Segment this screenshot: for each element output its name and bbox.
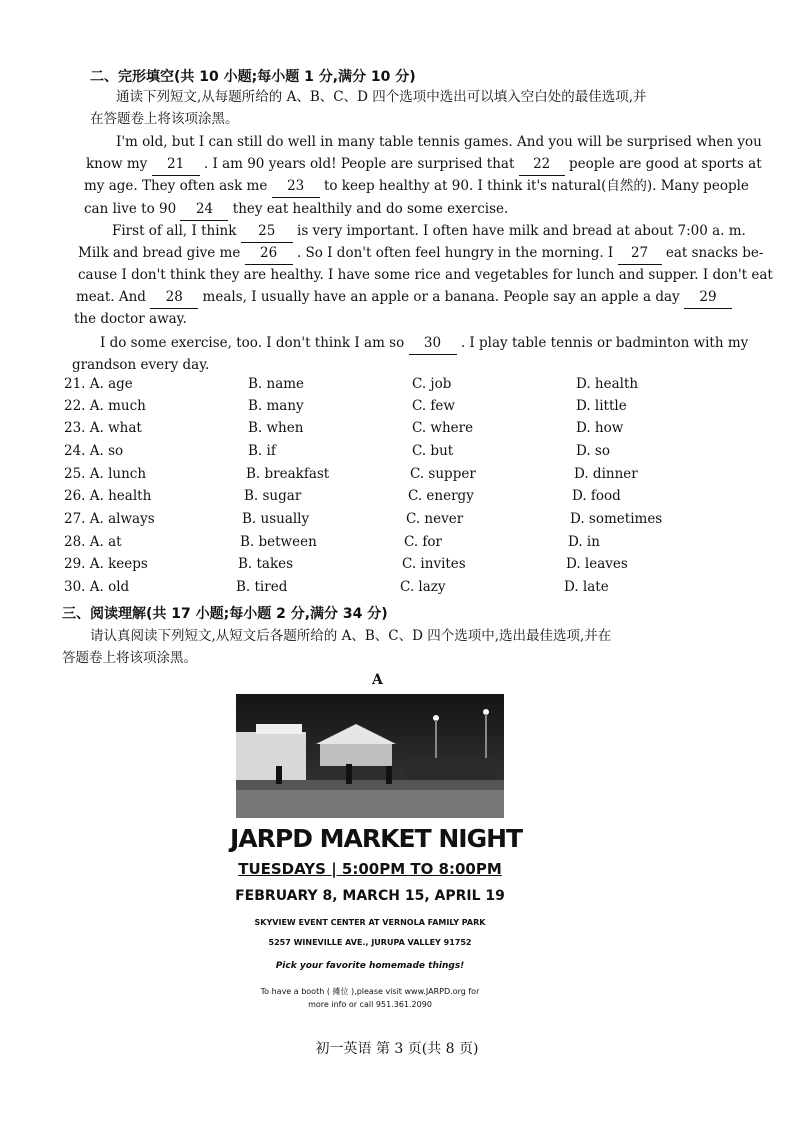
option-b[interactable]: B. if [248, 443, 276, 459]
poster-booth-info-1: To have a booth ( 摊位 ),please visit www.JARPD.org for [260, 987, 480, 996]
passage-line-4: can live to 90 24 they eat healthily and do some exercise. [84, 198, 508, 221]
passage-line-1: I'm old, but I can still do well in many table tennis games. And you will be surprised when you [116, 134, 762, 150]
option-a[interactable]: 22. A. much [64, 398, 146, 414]
option-a[interactable]: 21. A. age [64, 376, 133, 392]
blank-24[interactable]: 24 [180, 198, 228, 221]
option-row [64, 556, 724, 578]
passage-line-6: Milk and bread give me 26 . So I don't often feel hungry in the morning. I 27 eat snacks be- [78, 242, 763, 265]
option-a[interactable]: 26. A. health [64, 488, 152, 504]
option-a[interactable]: 27. A. always [64, 511, 155, 527]
blank-23[interactable]: 23 [272, 175, 320, 198]
blank-21[interactable]: 21 [152, 153, 200, 176]
passage-line-5: First of all, I think 25 is very important. I often have milk and bread at about 7:00 a. m. [112, 220, 746, 243]
market-night-poster [230, 694, 523, 1014]
option-row [64, 376, 724, 398]
option-c[interactable]: C. job [412, 376, 452, 392]
option-row [64, 534, 724, 556]
blank-26[interactable]: 26 [245, 242, 293, 265]
option-row [64, 398, 724, 420]
option-b[interactable]: B. between [240, 534, 317, 550]
page-footer: 初一英语 第 3 页(共 8 页) [315, 1041, 479, 1057]
option-a[interactable]: 23. A. what [64, 420, 142, 436]
passage-line-11: grandson every day. [72, 357, 210, 373]
option-row [64, 443, 724, 465]
option-d[interactable]: D. health [576, 376, 639, 392]
poster-title: JARPD MARKET NIGHT [230, 824, 523, 853]
passage-line-10: I do some exercise, too. I don't think I am so 30 . I play table tennis or badminton with my [100, 332, 748, 355]
passage-letter: A [372, 672, 383, 688]
option-b[interactable]: B. breakfast [246, 466, 330, 482]
option-c[interactable]: C. where [412, 420, 474, 436]
option-a[interactable]: 30. A. old [64, 579, 130, 595]
option-d[interactable]: D. little [576, 398, 627, 414]
option-a[interactable]: 25. A. lunch [64, 466, 147, 482]
section2-heading: 二、完形填空(共 10 小题;每小题 1 分,满分 10 分) [90, 69, 416, 85]
option-row [64, 488, 724, 510]
option-c[interactable]: C. for [404, 534, 443, 550]
option-b[interactable]: B. name [248, 376, 305, 392]
market-photo [236, 694, 504, 818]
option-c[interactable]: C. but [412, 443, 454, 459]
option-a[interactable]: 28. A. at [64, 534, 122, 550]
section3-instruction-1: 请认真阅读下列短文,从短文后各题所给的 A、B、C、D 四个选项中,选出最佳选项,并在 [90, 628, 612, 644]
blank-29[interactable]: 29 [684, 286, 732, 309]
section2-instruction-2: 在答题卷上将该项涂黑。 [90, 111, 239, 127]
option-b[interactable]: B. usually [242, 511, 310, 527]
passage-line-3: my age. They often ask me 23 to keep healthy at 90. I think it's natural(自然的). Many people [84, 175, 749, 198]
option-b[interactable]: B. sugar [244, 488, 302, 504]
option-c[interactable]: C. invites [402, 556, 466, 572]
option-d[interactable]: D. dinner [574, 466, 638, 482]
option-b[interactable]: B. tired [236, 579, 288, 595]
section3-instruction-2: 答题卷上将该项涂黑。 [62, 650, 197, 666]
option-d[interactable]: D. in [568, 534, 600, 550]
option-d[interactable]: D. late [564, 579, 609, 595]
option-row [64, 579, 724, 601]
option-row [64, 420, 724, 442]
poster-venue: SKYVIEW EVENT CENTER AT VERNOLA FAMILY PARK [254, 918, 486, 927]
poster-time: TUESDAYS | 5:00PM TO 8:00PM [238, 860, 502, 878]
option-b[interactable]: B. many [248, 398, 304, 414]
option-a[interactable]: 24. A. so [64, 443, 124, 459]
option-row [64, 511, 724, 533]
blank-25[interactable]: 25 [241, 220, 293, 243]
option-d[interactable]: D. sometimes [570, 511, 663, 527]
blank-22[interactable]: 22 [519, 153, 565, 176]
poster-dates: FEBRUARY 8, MARCH 15, APRIL 19 [235, 888, 505, 904]
blank-30[interactable]: 30 [409, 332, 457, 355]
poster-booth-info-2: more info or call 951.361.2090 [308, 1000, 432, 1009]
option-a[interactable]: 29. A. keeps [64, 556, 148, 572]
option-c[interactable]: C. never [406, 511, 464, 527]
blank-27[interactable]: 27 [618, 242, 662, 265]
option-c[interactable]: C. energy [408, 488, 474, 504]
section2-instruction-1: 通读下列短文,从每题所给的 A、B、C、D 四个选项中选出可以填入空白处的最佳选项,并 [116, 89, 647, 105]
poster-tagline: Pick your favorite homemade things! [275, 961, 465, 971]
section3-heading: 三、阅读理解(共 17 小题;每小题 2 分,满分 34 分) [62, 606, 388, 622]
option-d[interactable]: D. how [576, 420, 624, 436]
passage-line-2: know my 21 . I am 90 years old! People are surprised that 22 people are good at sports at [86, 153, 762, 176]
option-row [64, 466, 724, 488]
option-c[interactable]: C. lazy [400, 579, 446, 595]
passage-line-7: cause I don't think they are healthy. I have some rice and vegetables for lunch and supper. I don't eat [78, 267, 773, 283]
passage-line-9: the doctor away. [74, 311, 187, 327]
market-photo-image [236, 694, 504, 818]
blank-28[interactable]: 28 [150, 286, 198, 309]
passage-line-8: meat. And 28 meals, I usually have an apple or a banana. People say an apple a day 29 [76, 286, 732, 309]
option-b[interactable]: B. when [248, 420, 304, 436]
option-c[interactable]: C. supper [410, 466, 476, 482]
option-d[interactable]: D. so [576, 443, 610, 459]
option-d[interactable]: D. leaves [566, 556, 628, 572]
poster-address: 5257 WINEVILLE AVE., JURUPA VALLEY 91752 [268, 938, 472, 947]
option-b[interactable]: B. takes [238, 556, 294, 572]
option-c[interactable]: C. few [412, 398, 455, 414]
option-d[interactable]: D. food [572, 488, 621, 504]
